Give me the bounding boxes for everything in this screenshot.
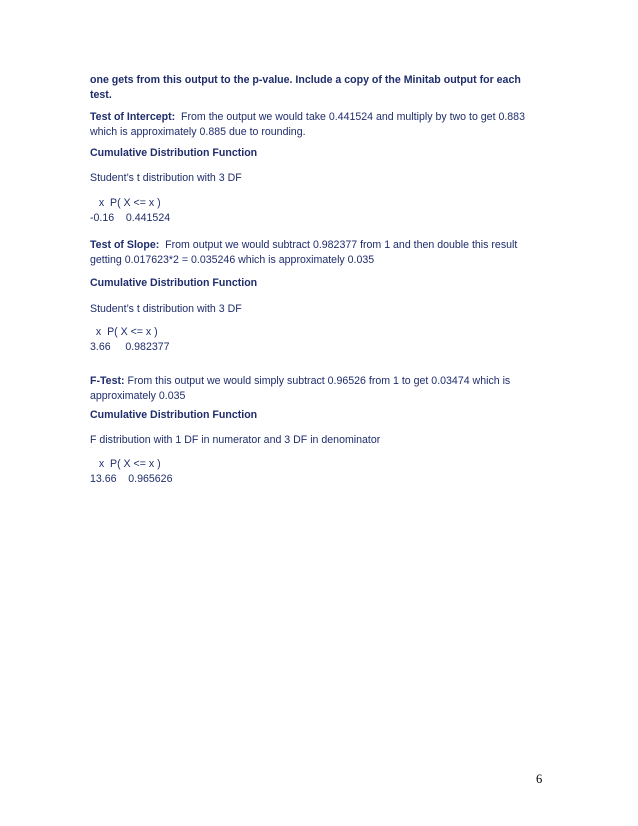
intro-line-2: test. — [90, 89, 112, 102]
slope-result-row: 3.66 0.982377 — [90, 341, 170, 354]
intercept-paragraph — [90, 110, 540, 141]
intercept-column-header: x P( X <= x ) — [90, 197, 161, 209]
ftest-text-1: From this output we would simply subtract 0.96526 from 1 to get 0.03474 which is — [124, 375, 511, 387]
ftest-text-2: approximately 0.035 — [90, 390, 186, 403]
intercept-distribution: Student’s t distribution with 3 DF — [90, 172, 242, 184]
ftest-result-row: 13.66 0.965626 — [90, 473, 173, 486]
intercept-text-2: which is approximately 0.885 due to rounding. — [90, 126, 306, 139]
ftest-paragraph — [90, 374, 540, 405]
slope-paragraph — [90, 238, 540, 269]
intercept-heading: Cumulative Distribution Function — [90, 147, 258, 159]
slope-text-1: From output we would subtract 0.982377 from 1 and then double this result — [159, 239, 518, 251]
ftest-column-header: x P( X <= x ) — [90, 458, 161, 470]
intercept-text-1: From the output we would take 0.441524 and multiply by two to get 0.883 — [175, 111, 525, 123]
intro-line-1: one gets from this output to the p-value. Include a copy of the Minitab output for each — [90, 74, 521, 86]
ftest-output — [90, 457, 540, 488]
ftest-heading: Cumulative Distribution Function — [90, 409, 258, 421]
slope-text-2: getting 0.017623*2 = 0.035246 which is approximately 0.035 — [90, 254, 375, 267]
intro-paragraph — [90, 73, 540, 104]
page-number: 6 — [536, 772, 543, 786]
intercept-label: Test of Intercept: — [90, 111, 176, 123]
slope-distribution: Student’s t distribution with 3 DF — [90, 303, 242, 315]
slope-output — [90, 325, 540, 356]
slope-column-header: x P( X <= x ) — [90, 326, 158, 338]
slope-label: Test of Slope: — [90, 239, 160, 251]
ftest-label: F-Test: — [90, 375, 125, 387]
intercept-output — [90, 196, 540, 227]
ftest-distribution: F distribution with 1 DF in numerator and 3 DF in denominator — [90, 434, 381, 446]
slope-heading: Cumulative Distribution Function — [90, 277, 258, 289]
intercept-result-row: -0.16 0.441524 — [90, 212, 171, 225]
